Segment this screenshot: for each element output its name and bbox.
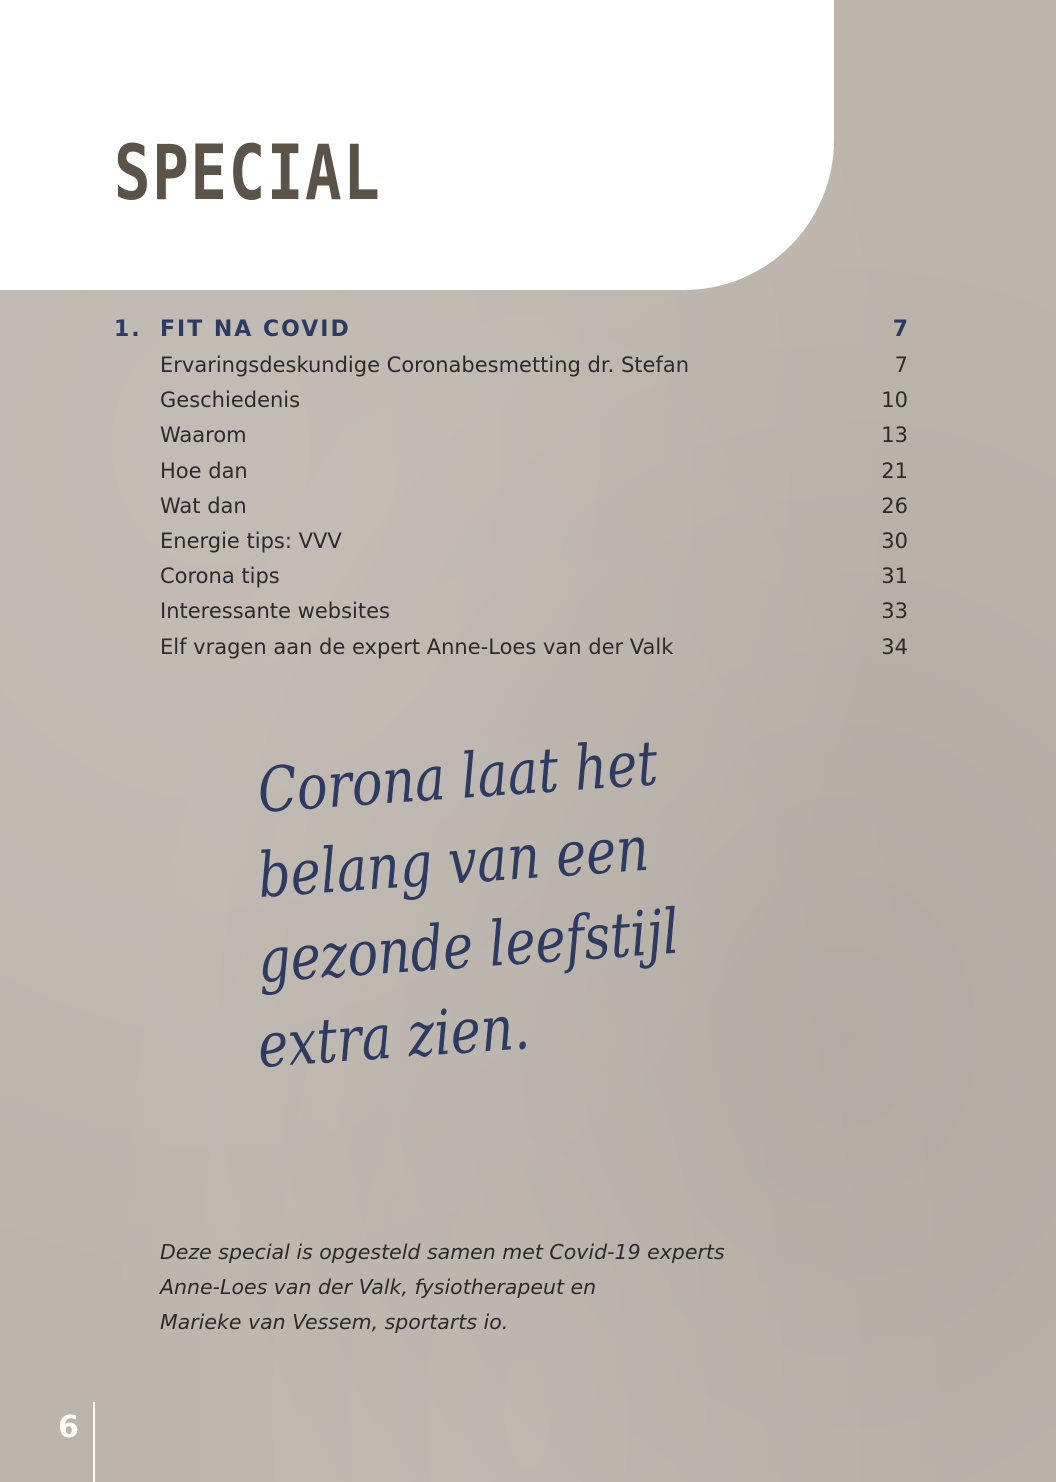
toc-item-page: 31	[881, 564, 908, 589]
credits-line: Deze special is opgesteld samen met Covid-19 experts	[160, 1240, 725, 1264]
toc-item[interactable]	[114, 564, 908, 599]
page-number: 6	[58, 1410, 79, 1445]
header-panel	[0, 0, 834, 290]
toc-item-title: Hoe dan	[160, 458, 248, 483]
credits-line: Marieke van Vessem, sportarts io.	[160, 1310, 509, 1334]
chapter-page: 7	[892, 317, 908, 342]
toc-item[interactable]	[114, 599, 908, 634]
toc-item[interactable]	[114, 353, 908, 388]
toc-item-title: Energie tips: VVV	[160, 528, 342, 553]
toc-chapter[interactable]	[114, 317, 908, 353]
toc-item-page: 33	[881, 599, 908, 624]
table-of-contents	[114, 317, 908, 670]
toc-item-title: Ervaringsdeskundige Coronabesmetting dr. Stefan	[160, 353, 689, 377]
quote-line: gezonde leefstijl	[255, 894, 682, 997]
toc-item[interactable]	[114, 635, 908, 670]
toc-item[interactable]	[114, 388, 908, 423]
quote-line: extra zien.	[255, 990, 532, 1082]
toc-item-title: Corona tips	[160, 564, 280, 589]
quote-line: belang van een	[255, 811, 652, 912]
page-divider	[93, 1402, 95, 1482]
toc-item[interactable]	[114, 529, 908, 564]
credits-text	[160, 1235, 725, 1340]
chapter-number: 1.	[114, 317, 142, 342]
toc-item-title: Waarom	[160, 423, 247, 448]
toc-item-page: 13	[881, 423, 908, 448]
toc-item-page: 34	[881, 634, 908, 659]
credits-line: Anne-Loes van der Valk, fysiotherapeut en	[160, 1275, 597, 1299]
chapter-title: FIT NA COVID	[160, 317, 351, 342]
toc-item-title: Geschiedenis	[160, 388, 301, 413]
toc-item[interactable]	[114, 459, 908, 494]
toc-item-page: 7	[894, 353, 908, 377]
toc-item[interactable]	[114, 494, 908, 529]
toc-item-page: 30	[881, 528, 908, 553]
toc-item-title: Wat dan	[160, 493, 247, 518]
toc-item-page: 26	[881, 493, 908, 518]
section-title: SPECIAL	[114, 128, 382, 217]
toc-item-page: 21	[881, 458, 908, 483]
toc-item-page: 10	[881, 388, 908, 413]
toc-item-title: Interessante websites	[160, 599, 390, 624]
quote-line: Corona laat het	[255, 726, 660, 827]
handwritten-quote	[255, 726, 778, 1088]
toc-item-title: Elf vragen aan de expert Anne-Loes van der Valk	[160, 634, 674, 659]
toc-item[interactable]	[114, 423, 908, 458]
